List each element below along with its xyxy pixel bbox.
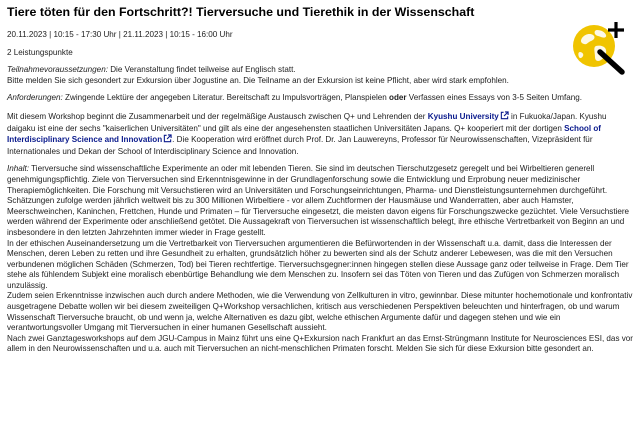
external-link-icon — [163, 134, 172, 147]
content-paragraph-2: In der ethischen Auseinandersetzung um die Vertretbarkeit von Tierversuchen argumentieren die Befürwortenden in der Wissenschaft u.a. damit, dass die Interessen der Menschen, deren Leben zu retten und ihre Gesundheit zu erhalten, grundsätzlich höher zu bewerten sind als der Schutz anderer Lebewesen, was die mit den Versuchen verbundenen möglichen Schäden (Schmerzen, Tod) bei Tieren rechtfertige. Tierversuchsgegner:innen hingegen stellen diese Aussage ganz oder teilweise in Frage. Dem Tier stehe als fühlendem Subjekt eine moralisch ebenbürtige Behandlung wie dem Menschen zu. Insofern sei das Töten von Tieren und das Zufügen von Schmerzen moralisch unzulässig. — [7, 238, 629, 290]
requirements-emphasis: oder — [389, 93, 407, 103]
content-paragraph-4: Nach zwei Ganztagesworkshops auf dem JGU-Campus in Mainz führt uns eine Q+Exkursion nach Frankfurt an das Ernst-Strüngmann Institute for Neurosciences ESI, das vor allem in den Neurowissenschaften und u.a. auch mit Tierversuchen an nicht-menschlichen Primaten forscht. Melden Sie sich für diese Exkursion bitte gesondert an. — [7, 333, 633, 354]
content-paragraph-1 — [7, 164, 635, 238]
intro-text-2: in Fukuoka/Japan. Kyushu daigaku ist eine der sechs "kaiserlichen Universitäten" und gilt als eine der angesehensten staatlichen Universitäten Japans. Q+ kooperiert mit der dortigen — [7, 111, 607, 133]
kyushu-link-label: Kyushu University — [427, 111, 499, 121]
content-paragraph-3: Zudem seien Erkenntnisse inzwischen auch durch andere Methoden, wie die Verwendung von Zellkulturen in vitro, gewinnbar. Diese mitunter hochemotionale und konfrontativ ausgetragene Debatte wollen wir bei diesem zweiteiligen Q+Workshop versachlichen, kritisch aus verschiedenen Perspektiven beleuchten und hinterfragen, ob und warum Wissenschaft Tierversuche braucht, ob und wenn ja, welche Alternativen es dazu gibt, welche ethischen Argumente dafür und dagegen stehen und wie ein verantwortungsvoller Umgang mit Tierversuchen in einer humanen Gesellschaft aussieht. — [7, 291, 633, 333]
kyushu-university-link[interactable] — [428, 112, 509, 121]
prerequisites-line2: Bitte melden Sie sich gesondert zur Exkursion über Jogustine an. Die Teilname an der Exkursion ist keine Pflicht, aber wird stark empfohlen. — [7, 75, 509, 85]
q-plus-globe-logo — [570, 16, 632, 78]
school-link-label: School of Interdisciplinary Science and Innovation — [7, 123, 601, 145]
content-text-1: Tierversuche sind wissenschaftliche Experimente an oder mit lebenden Tieren. Sie sind im deutschen Tierschutzgesetz geregelt und bei Wirbeltieren generell genehmigungspflichtig. Ziele von Tierversuchen sind Erkenntnisgewinne in der Grundlagenforschung sowie die Entwicklung und Erprobung neuer medizinischer Therapiemöglichkeiten. Die Forschung mit Versuchstieren wird an Universitäten und Forschungseinrichtungen, Pharma- und Dienstleistungsunternehmen durchgeführt. Schätzungen zufolge werden jährlich weltweit bis zu 300 Millionen Wirbeltiere - vor allem Zuchtformen der Hausmäuse und Wanderratten, aber auch Hamster, Meerschweinchen, Kaninchen, Frettchen, Hunde und Primaten – für Tierversuche eingesetzt, die meisten davon eigens für Forschungszwecke gezüchtet. Viele Versuchstiere werden während der Experimente oder anschließend getötet. Die Aussagekraft von Tierversuchen ist wissenschaftlich belegt, ihre ethische Vertretbarkeit von Beginn an und insbesondere in den letzten Jahrzehnten immer wieder in Frage gestellt. — [7, 164, 630, 237]
requirements-text: Zwingende Lektüre der angegeben Literatur. Bereitschaft zu Impulsvorträgen, Planspielen — [62, 93, 390, 103]
article — [7, 5, 635, 355]
credits: 2 Leistungspunkte — [7, 47, 73, 57]
prerequisites-line1: Die Veranstaltung findet teilweise auf Englisch statt. — [107, 65, 296, 75]
content-label: Inhalt: — [7, 164, 30, 174]
requirements — [7, 93, 635, 104]
prerequisites — [7, 65, 635, 86]
external-link-icon — [500, 111, 509, 124]
requirements-text-end: Verfassen eines Essays von 3-5 Seiten Umfang. — [406, 93, 583, 103]
intro-text-3: . Die Kooperation wird eröffnet durch Prof. Dr. Jan Lauwereyns, Professor für Neurowissenschaften, Vizepräsident für Internationales und Dekan der School of Interdisciplinary Science and Innovation. — [7, 135, 593, 156]
intro-text-1: Mit diesem Workshop beginnt die Zusammenarbeit und der regelmäßige Austausch zwischen Q+ und Lehrenden der — [7, 111, 428, 121]
page-title: Tiere töten für den Fortschritt?! Tierversuche und Tierethik in der Wissenschaft — [7, 5, 475, 19]
prerequisites-label: Teilnahmevoraussetzungen: — [7, 65, 108, 75]
requirements-label: Anforderungen: — [7, 93, 63, 103]
intro-paragraph — [7, 111, 635, 157]
event-dates: 20.11.2023 | 10:15 - 17:30 Uhr | 21.11.2023 | 10:15 - 16:00 Uhr — [7, 30, 233, 39]
